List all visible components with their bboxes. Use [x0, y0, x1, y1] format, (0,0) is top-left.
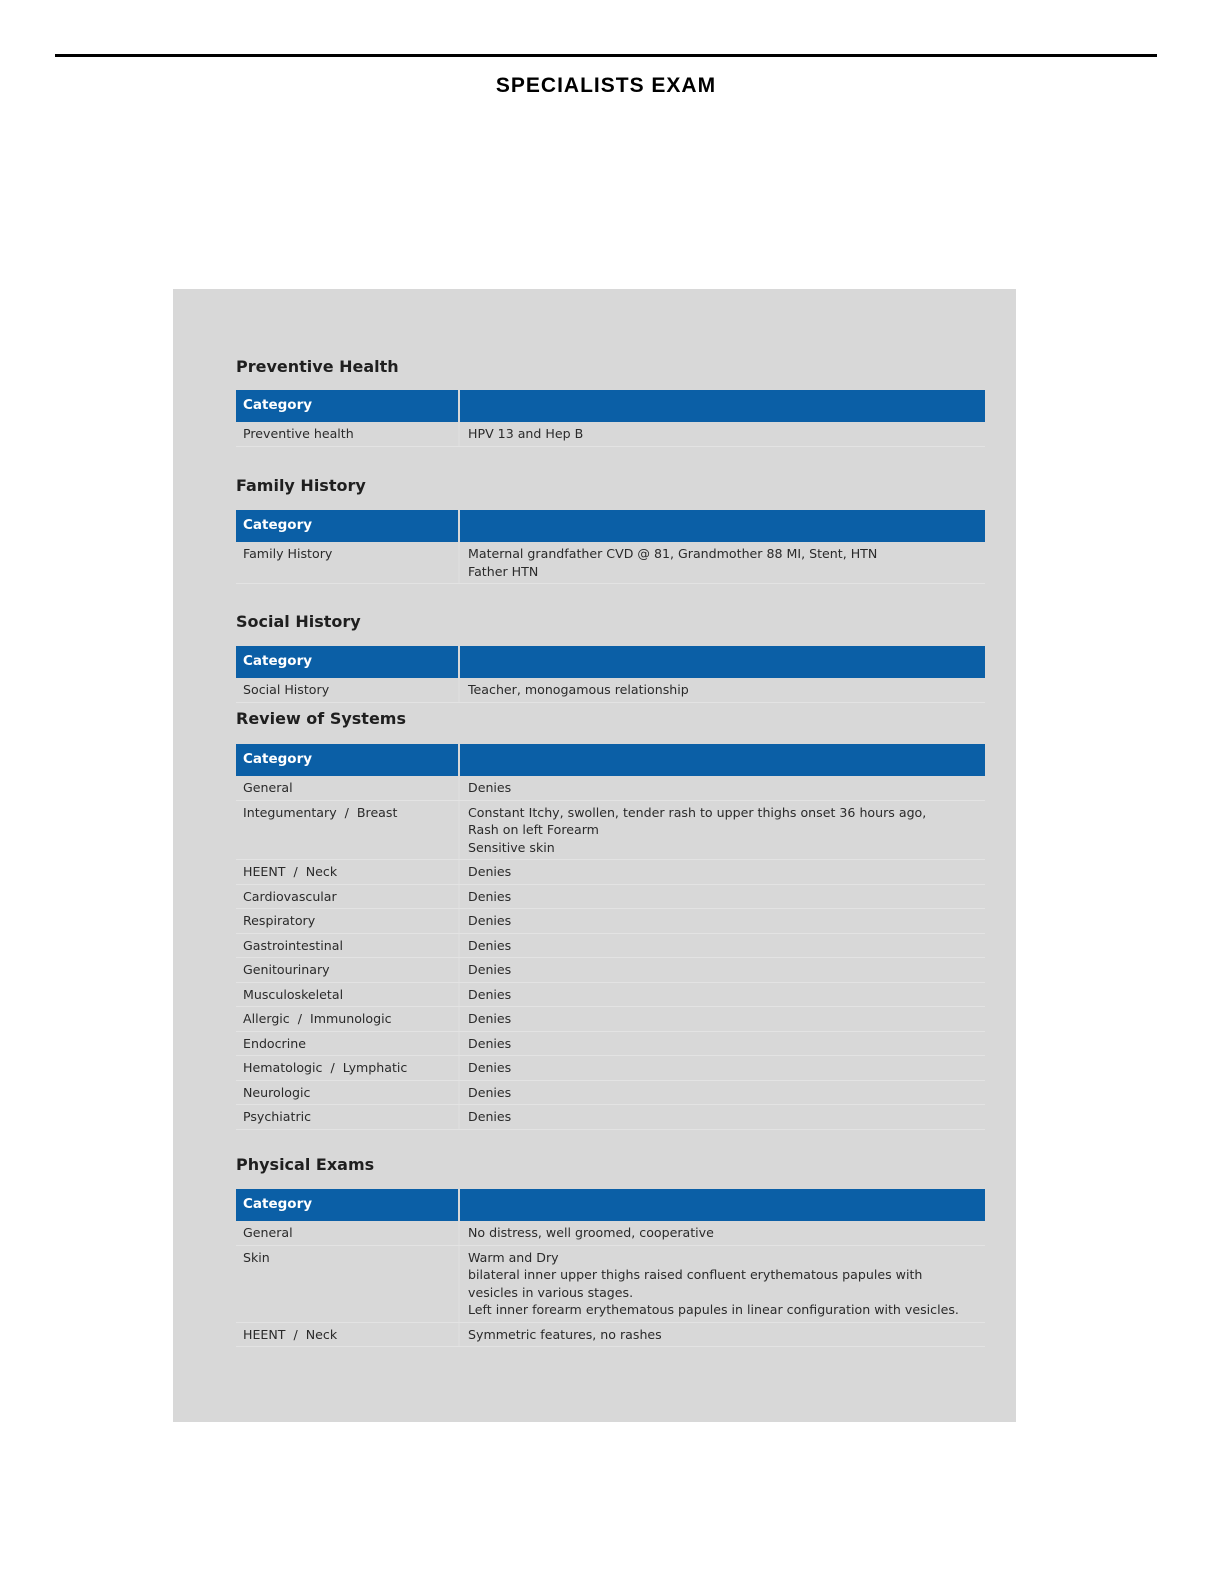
social-table [236, 646, 985, 703]
category-cell: Skin [236, 1246, 460, 1322]
category-cell: Genitourinary [236, 958, 460, 982]
value-line: Denies [468, 1109, 512, 1124]
value-cell [460, 934, 985, 958]
header-value-cell [460, 510, 985, 542]
category-cell: General [236, 1221, 460, 1245]
table-row [236, 1246, 985, 1323]
value-line: Left inner forearm erythematous papules in linear configuration with vesicles. [468, 1302, 959, 1317]
value-cell [460, 542, 985, 583]
value-cell [460, 801, 985, 860]
value-cell [460, 983, 985, 1007]
category-cell: Psychiatric [236, 1105, 460, 1129]
value-cell [460, 1081, 985, 1105]
value-cell [460, 1221, 985, 1245]
value-line: Denies [468, 864, 512, 879]
header-value-cell [460, 744, 985, 776]
value-line: Father HTN [468, 563, 539, 579]
value-line: Symmetric features, no rashes [468, 1326, 662, 1342]
value-cell [460, 1032, 985, 1056]
header-category-label: Category [236, 744, 460, 776]
table-header [236, 646, 985, 678]
value-line: Maternal grandfather CVD @ 81, Grandmother 88 MI, Stent, HTN [468, 546, 878, 561]
value-line: Warm and Dry [468, 1249, 559, 1265]
table-row [236, 1323, 985, 1348]
header-category-label: Category [236, 646, 460, 678]
category-cell: Preventive health [236, 422, 460, 446]
section-heading: Family History [236, 476, 366, 495]
value-cell [460, 1246, 985, 1322]
header-category-label: Category [236, 510, 460, 542]
table-row [236, 1105, 985, 1130]
value-line: Rash on left Forearm [468, 822, 599, 837]
table-row [236, 958, 985, 983]
category-cell: Allergic / Immunologic [236, 1007, 460, 1031]
value-cell [460, 1323, 985, 1347]
value-cell [460, 1007, 985, 1031]
exam-panel [173, 289, 1016, 1422]
value-line: No distress, well groomed, cooperative [468, 1225, 714, 1240]
value-line: Denies [468, 1011, 512, 1026]
section-heading: Preventive Health [236, 357, 399, 376]
table-header [236, 390, 985, 422]
table-row [236, 801, 985, 861]
table-row [236, 1081, 985, 1106]
value-line: Sensitive skin [468, 839, 555, 855]
category-cell: Integumentary / Breast [236, 801, 460, 860]
table-row [236, 776, 985, 801]
table-row [236, 678, 985, 703]
table-header [236, 1189, 985, 1221]
value-cell [460, 909, 985, 933]
table-row [236, 422, 985, 447]
family-table [236, 510, 985, 584]
value-line: Denies [468, 780, 512, 795]
header-value-cell [460, 646, 985, 678]
category-cell: General [236, 776, 460, 800]
value-line: Denies [468, 913, 512, 928]
table-row [236, 1032, 985, 1057]
table-row [236, 1056, 985, 1081]
category-cell: Hematologic / Lymphatic [236, 1056, 460, 1080]
table-row [236, 885, 985, 910]
physical-table [236, 1189, 985, 1347]
value-cell [460, 422, 985, 446]
header-value-cell [460, 1189, 985, 1221]
header-category-label: Category [236, 390, 460, 422]
table-row [236, 1007, 985, 1032]
category-cell: Musculoskeletal [236, 983, 460, 1007]
category-cell: HEENT / Neck [236, 1323, 460, 1347]
category-cell: Social History [236, 678, 460, 702]
section-heading: Review of Systems [236, 709, 406, 728]
value-line: Denies [468, 888, 512, 904]
table-row [236, 1221, 985, 1246]
document-title: SPECIALISTS EXAM [495, 74, 717, 97]
category-cell: HEENT / Neck [236, 860, 460, 884]
category-cell: Gastrointestinal [236, 934, 460, 958]
category-cell: Family History [236, 542, 460, 583]
ros-table [236, 744, 985, 1130]
table-row [236, 542, 985, 584]
top-rule [55, 54, 1157, 57]
table-row [236, 983, 985, 1008]
value-cell [460, 1105, 985, 1129]
value-line: vesicles in various stages. [468, 1284, 634, 1300]
value-cell [460, 860, 985, 884]
table-row [236, 909, 985, 934]
table-row [236, 934, 985, 959]
value-line: Denies [468, 986, 512, 1002]
value-cell [460, 776, 985, 800]
value-cell [460, 1056, 985, 1080]
preventive-table [236, 390, 985, 447]
value-line: Constant Itchy, swollen, tender rash to upper thighs onset 36 hours ago, [468, 804, 927, 820]
value-line: Denies [468, 937, 512, 953]
section-heading: Physical Exams [236, 1155, 375, 1174]
category-cell: Neurologic [236, 1081, 460, 1105]
section-heading: Social History [236, 612, 361, 631]
table-header [236, 744, 985, 776]
table-header [236, 510, 985, 542]
value-line: Teacher, monogamous relationship [468, 682, 689, 697]
category-cell: Respiratory [236, 909, 460, 933]
value-line: Denies [468, 962, 512, 977]
value-line: Denies [468, 1035, 512, 1051]
value-cell [460, 958, 985, 982]
value-cell [460, 885, 985, 909]
value-line: Denies [468, 1060, 512, 1075]
value-line: HPV 13 and Hep B [468, 426, 584, 441]
value-line: bilateral inner upper thighs raised confluent erythematous papules with [468, 1267, 923, 1282]
table-row [236, 860, 985, 885]
category-cell: Endocrine [236, 1032, 460, 1056]
value-cell [460, 678, 985, 702]
header-category-label: Category [236, 1189, 460, 1221]
value-line: Denies [468, 1084, 512, 1100]
header-value-cell [460, 390, 985, 422]
category-cell: Cardiovascular [236, 885, 460, 909]
